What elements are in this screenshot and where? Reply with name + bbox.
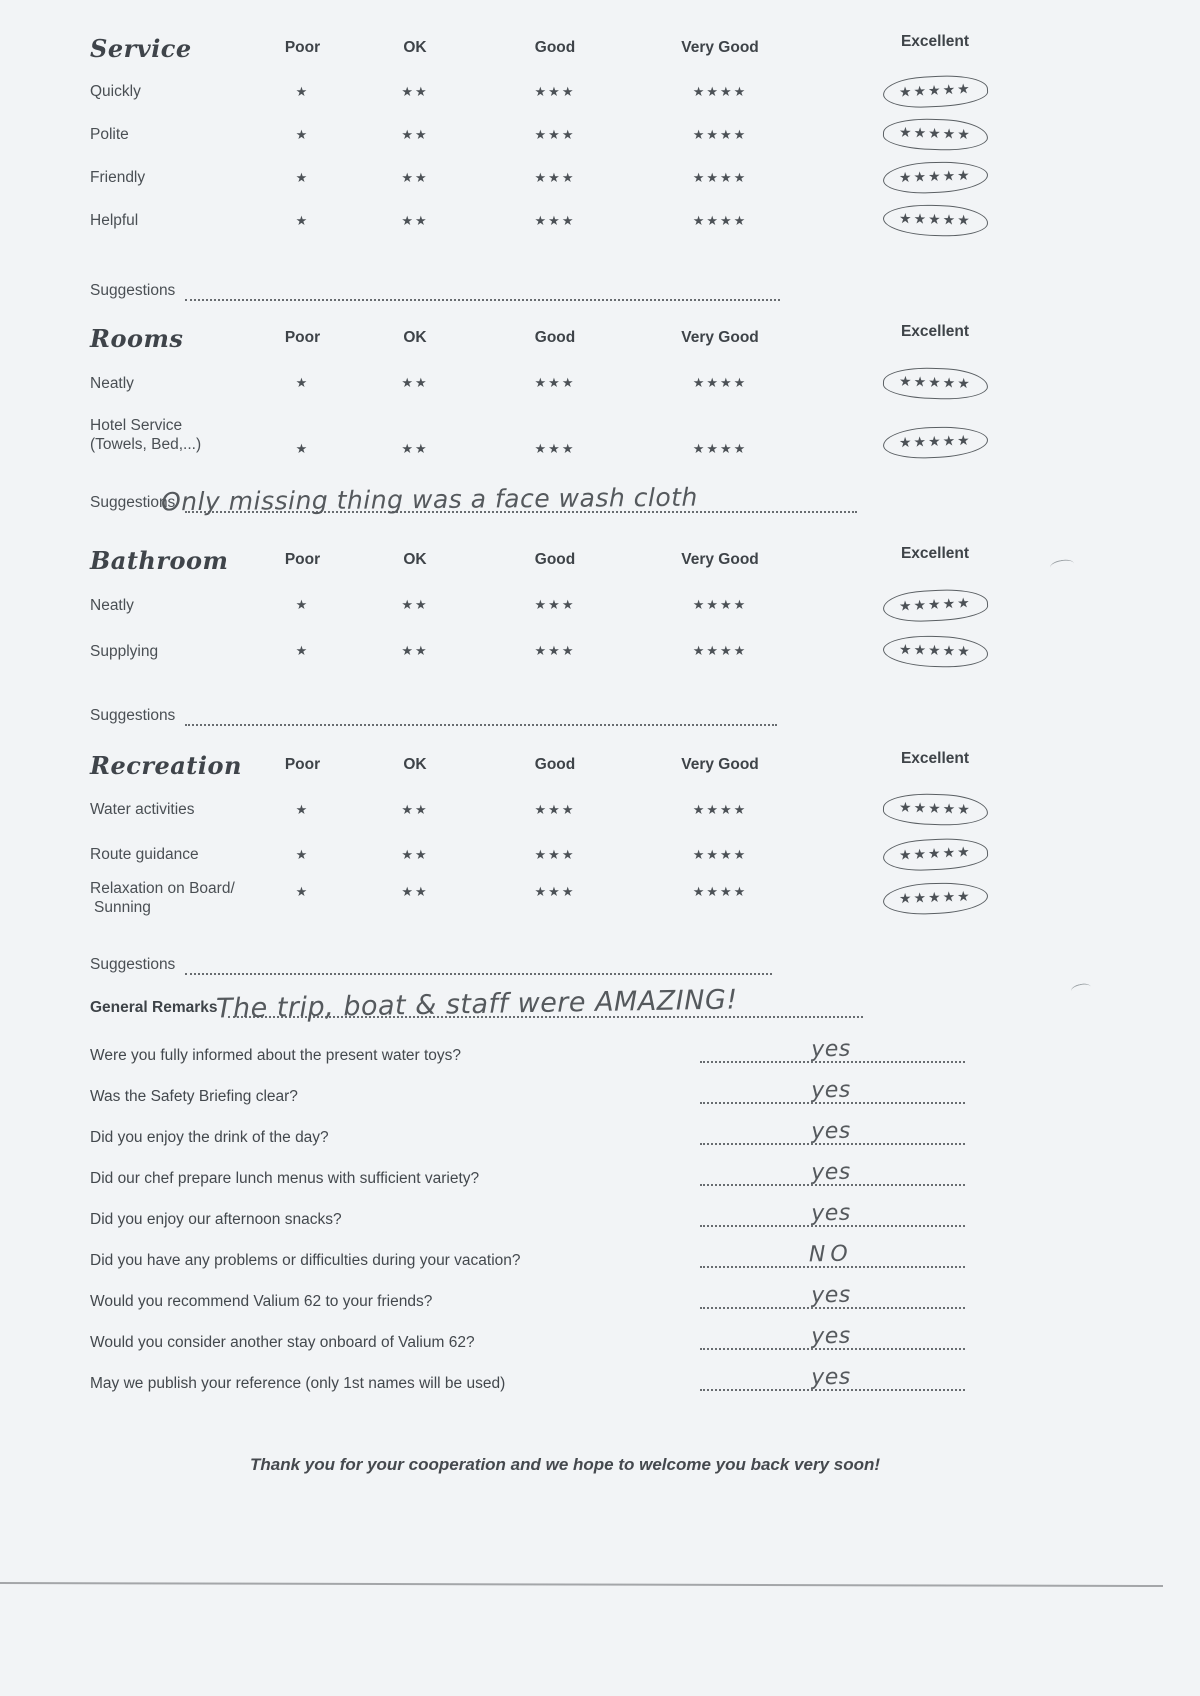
- stars-poor: ★: [295, 846, 310, 862]
- stars-excellent-circled: [815, 590, 1055, 621]
- stars-poor: ★: [295, 126, 310, 142]
- stars-good: ★★★: [534, 83, 576, 99]
- question-row: [90, 1318, 965, 1359]
- rating-row-water-activities: [90, 787, 1055, 832]
- stars-ok: ★★: [401, 801, 429, 817]
- handwritten-answer: yes: [810, 1077, 851, 1104]
- stars-poor: ★: [295, 169, 310, 185]
- question-text: Would you consider another stay onboard of Valium 62?: [90, 1334, 475, 1351]
- rating-row-neatly: [90, 360, 1055, 406]
- answer-line: [700, 1282, 965, 1309]
- rating-row-quickly: [90, 70, 1055, 113]
- stars-very-good: ★★★★: [692, 801, 748, 817]
- recreation-suggestions: Suggestions: [90, 949, 772, 975]
- column-header-ok: OK: [403, 39, 427, 56]
- column-header-very-good: Very Good: [681, 329, 759, 346]
- stars-ok: ★★: [401, 643, 429, 658]
- question-row: [90, 1154, 965, 1195]
- stars-very-good: ★★★★: [692, 846, 748, 862]
- stars-good: ★★★: [534, 212, 576, 228]
- question-row: [90, 1031, 965, 1072]
- stars-ok: ★★: [401, 375, 429, 390]
- service-suggestions: Suggestions: [90, 275, 780, 301]
- column-header-very-good: Very Good: [681, 39, 759, 56]
- question-text: Did our chef prepare lunch menus with sufficient variety?: [90, 1170, 480, 1187]
- handwritten-answer: yes: [810, 1323, 851, 1350]
- column-header-excellent: Excellent: [900, 750, 970, 767]
- stars-good: ★★★: [534, 441, 576, 456]
- question-text: Was the Safety Briefing clear?: [90, 1088, 298, 1105]
- hand-drawn-circle: ★★★★★: [882, 73, 988, 109]
- rating-row-relaxation: [90, 877, 1055, 933]
- bathroom-suggestions-line: [185, 714, 777, 726]
- row-label: Hotel Service (Towels, Bed,...): [90, 417, 202, 453]
- rating-row-polite: [90, 113, 1055, 156]
- column-header-ok: OK: [403, 551, 427, 568]
- stars-excellent-circled: [815, 839, 1055, 870]
- rooms-header-row: [90, 316, 1055, 360]
- row-label: Quickly: [90, 83, 141, 100]
- hand-drawn-circle: ★★★★★: [882, 366, 988, 401]
- handwritten-answer: yes: [810, 1282, 851, 1309]
- stars-poor: ★: [295, 643, 310, 658]
- handwritten-answer: yes: [810, 1200, 851, 1227]
- answer-line: [700, 1077, 965, 1104]
- stars-excellent-circled: [815, 427, 1055, 464]
- question-row: [90, 1277, 965, 1318]
- hand-drawn-circle: ★★★★★: [882, 204, 988, 238]
- handwritten-answer: yes: [810, 1364, 851, 1391]
- column-header-good: Good: [534, 551, 576, 568]
- question-text: Would you recommend Valium 62 to your friends?: [90, 1293, 433, 1310]
- stars-ok: ★★: [401, 884, 429, 899]
- service-suggestions-line: [185, 289, 780, 301]
- recreation-section-title: Recreation: [90, 750, 242, 780]
- stars-excellent-circled: [815, 119, 1055, 150]
- stars-excellent-circled: [815, 368, 1055, 399]
- stars-ok: ★★: [401, 169, 429, 185]
- questions-list: [90, 1031, 965, 1400]
- answer-line: [700, 1036, 965, 1063]
- row-label: Friendly: [90, 169, 146, 186]
- question-text: May we publish your reference (only 1st names will be used): [90, 1375, 506, 1392]
- answer-line: [700, 1364, 965, 1391]
- handwritten-answer: yes: [810, 1118, 851, 1145]
- question-text: Did you have any problems or difficulties during your vacation?: [90, 1252, 521, 1269]
- stars-excellent-circled: [815, 877, 1055, 914]
- answer-line: [700, 1118, 965, 1145]
- handwritten-answer: yes: [810, 1036, 851, 1063]
- stars-very-good: ★★★★: [692, 83, 748, 99]
- row-label: Supplying: [90, 642, 159, 660]
- column-header-good: Good: [534, 39, 576, 56]
- hand-drawn-circle: ★★★★★: [882, 792, 988, 827]
- stars-good: ★★★: [534, 126, 576, 142]
- rooms-section-title: Rooms: [90, 323, 184, 353]
- scan-page-edge-line: [0, 1582, 1163, 1587]
- rooms-suggestions: Suggestions Only missing thing was a face wash cloth: [90, 487, 857, 513]
- column-header-excellent: Excellent: [900, 545, 970, 562]
- stars-excellent-circled: [815, 794, 1055, 825]
- column-header-ok: OK: [403, 329, 427, 346]
- bathroom-suggestions: Suggestions: [90, 700, 777, 726]
- stars-very-good: ★★★★: [692, 643, 748, 658]
- column-header-poor: Poor: [284, 756, 321, 773]
- stars-good: ★★★: [534, 846, 576, 862]
- column-header-poor: Poor: [284, 39, 321, 56]
- service-header-row: [90, 26, 1055, 70]
- hand-drawn-circle: ★★★★★: [882, 881, 988, 916]
- row-label: Neatly: [90, 374, 134, 392]
- column-header-poor: Poor: [284, 551, 321, 568]
- question-row: [90, 1072, 965, 1113]
- stars-poor: ★: [295, 83, 310, 99]
- rooms-section: [90, 316, 1055, 464]
- stars-poor: ★: [295, 597, 310, 612]
- stars-good: ★★★: [534, 884, 576, 899]
- column-header-excellent: Excellent: [900, 323, 970, 340]
- question-row: [90, 1236, 965, 1277]
- stars-very-good: ★★★★: [692, 441, 748, 456]
- handwritten-text: Only missing thing was a face wash cloth: [161, 482, 699, 517]
- stars-poor: ★: [295, 212, 310, 228]
- question-row: [90, 1359, 965, 1400]
- stars-good: ★★★: [534, 643, 576, 658]
- stars-excellent-circled: [815, 205, 1055, 236]
- hand-drawn-circle: ★★★★★: [882, 160, 988, 195]
- recreation-header-row: [90, 743, 1055, 787]
- row-label: Helpful: [90, 212, 139, 229]
- question-text: Did you enjoy the drink of the day?: [90, 1129, 329, 1146]
- hand-drawn-circle: ★★★★★: [882, 634, 988, 668]
- stars-ok: ★★: [401, 846, 429, 862]
- hand-drawn-circle: ★★★★★: [882, 836, 988, 872]
- hand-drawn-circle: ★★★★★: [882, 117, 988, 152]
- column-header-poor: Poor: [284, 329, 321, 346]
- thank-you-message: Thank you for your cooperation and we hope to welcome you back very soon!: [249, 1455, 881, 1474]
- rating-row-supplying: [90, 628, 1055, 674]
- stars-very-good: ★★★★: [692, 375, 748, 390]
- rating-row-friendly: [90, 156, 1055, 199]
- bathroom-section-title: Bathroom: [90, 545, 229, 575]
- answer-line: [700, 1323, 965, 1350]
- stars-ok: ★★: [401, 597, 429, 612]
- stray-pen-mark: [1070, 982, 1092, 996]
- bathroom-section: [90, 538, 1055, 674]
- stars-excellent-circled: [815, 162, 1055, 193]
- column-header-very-good: Very Good: [681, 551, 759, 568]
- service-section-title: Service: [90, 33, 192, 63]
- answer-line: [700, 1241, 965, 1268]
- stars-ok: ★★: [401, 83, 429, 99]
- hand-drawn-circle: ★★★★★: [882, 425, 988, 460]
- question-text: Were you fully informed about the present water toys?: [90, 1047, 462, 1064]
- handwritten-answer: NO: [808, 1241, 853, 1268]
- column-header-good: Good: [534, 329, 576, 346]
- stars-very-good: ★★★★: [692, 169, 748, 185]
- stars-very-good: ★★★★: [692, 597, 748, 612]
- service-section: [90, 26, 1055, 242]
- stars-excellent-circled: [815, 636, 1055, 667]
- rating-row-neatly: [90, 582, 1055, 628]
- stars-good: ★★★: [534, 169, 576, 185]
- rating-row-hotel-service: [90, 406, 1055, 464]
- stars-poor: ★: [295, 801, 310, 817]
- stars-very-good: ★★★★: [692, 126, 748, 142]
- rating-row-route-guidance: [90, 832, 1055, 877]
- question-row: [90, 1195, 965, 1236]
- bathroom-header-row: [90, 538, 1055, 582]
- stars-poor: ★: [295, 375, 310, 390]
- handwritten-answer: yes: [810, 1159, 851, 1186]
- recreation-section: [90, 743, 1055, 933]
- stars-very-good: ★★★★: [692, 212, 748, 228]
- row-label: Polite: [90, 126, 129, 143]
- recreation-suggestions-line: [185, 963, 772, 975]
- stars-ok: ★★: [401, 126, 429, 142]
- stars-good: ★★★: [534, 597, 576, 612]
- stars-very-good: ★★★★: [692, 884, 748, 899]
- stars-good: ★★★: [534, 801, 576, 817]
- question-text: Did you enjoy our afternoon snacks?: [90, 1211, 342, 1228]
- row-label: Relaxation on Board/ Sunning: [90, 880, 235, 916]
- general-remarks: General Remarks The trip, boat & staff were AMAZING!: [90, 992, 863, 1018]
- stars-ok: ★★: [401, 212, 429, 228]
- stars-poor: ★: [295, 884, 310, 899]
- hand-drawn-circle: ★★★★★: [882, 587, 988, 623]
- row-label: Route guidance: [90, 846, 199, 863]
- column-header-excellent: Excellent: [900, 33, 970, 50]
- stars-ok: ★★: [401, 441, 429, 456]
- answer-line: [700, 1159, 965, 1186]
- question-row: [90, 1113, 965, 1154]
- stars-poor: ★: [295, 441, 310, 456]
- column-header-ok: OK: [403, 756, 427, 773]
- row-label: Water activities: [90, 801, 195, 818]
- handwritten-text: The trip, boat & staff were AMAZING!: [215, 984, 738, 1025]
- answer-line: [700, 1200, 965, 1227]
- rating-row-helpful: [90, 199, 1055, 242]
- stars-excellent-circled: [815, 76, 1055, 107]
- row-label: Neatly: [90, 596, 134, 614]
- column-header-good: Good: [534, 756, 576, 773]
- column-header-very-good: Very Good: [681, 756, 759, 773]
- stars-good: ★★★: [534, 375, 576, 390]
